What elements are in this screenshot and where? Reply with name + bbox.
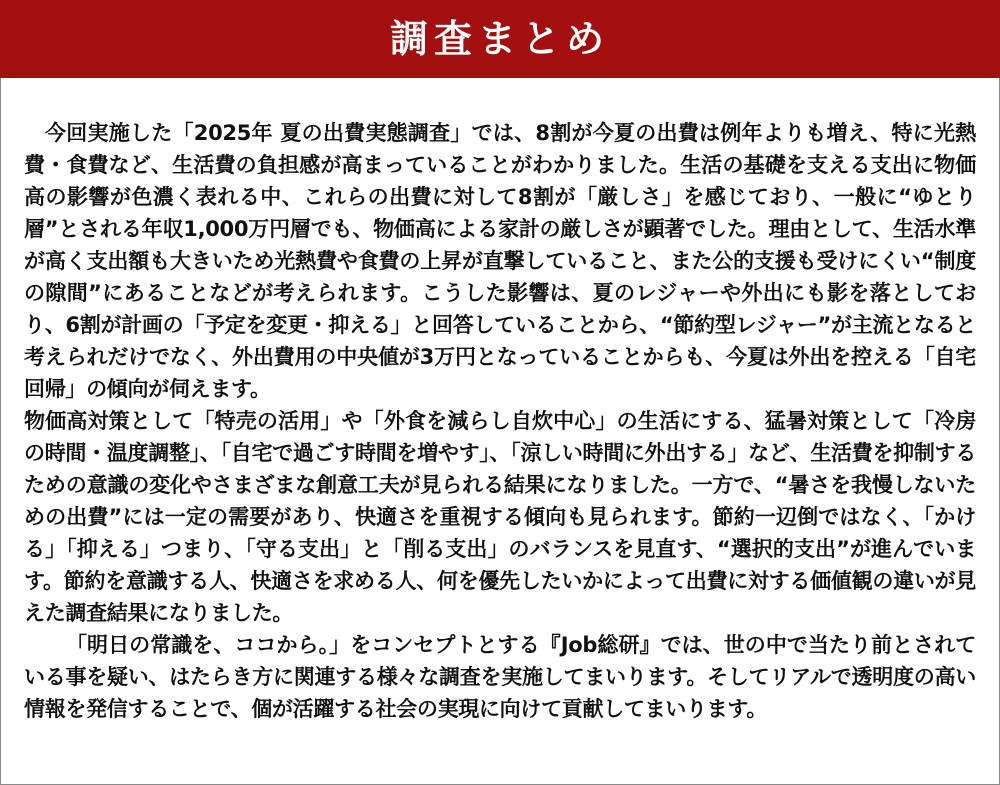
header-banner <box>0 0 1000 78</box>
summary-body <box>24 117 976 725</box>
page-title: 調査まとめ <box>389 17 610 61</box>
summary-paragraph-1: 今回実施した「2025年 夏の出費実態調査」では、8割が今夏の出費は例年よりも増え、特に光熱費・食費など、生活費の負担感が高まっていることがわかりました。生活の基礎を支える支出に物価高の影響が色濃く表れる中、これらの出費に対して8割が「厳しさ」を感じており、一般に“ゆとり層”とされる年収1,000万円層でも、物価高による家計の厳しさが顕著でした。理由として、生活水準が高く支出額も大きいため光熱費や食費の上昇が直撃していること、また公的支援も受けにくい“制度の隙間”にあることなどが考えられます。こうした影響は、夏のレジャーや外出にも影を落としており、6割が計画の「予定を変更・抑える」と回答していることから、“節約型レジャー”が主流となると考えられだけでなく、外出費用の中央値が3万円となっていることからも、今夏は外出を控える「自宅回帰」の傾向が伺えます。 <box>24 121 976 401</box>
summary-paragraph-2: 物価高対策として「特売の活用」や「外食を減らし自炊中心」の生活にする、猛暑対策として「冷房の時間・温度調整」、「自宅で過ごす時間を増やす」、「涼しい時間に外出する」など、生活費を抑制するための意識の変化やさまざまな創意工夫が見られる結果になりました。一方で、“暑さを我慢しないための出費”には一定の需要があり、快適さを重視する傾向も見られます。節約一辺倒ではなく、「かける」「抑える」つまり、「守る支出」と「削る支出」のバランスを見直す、“選択的支出”が進んでいます。節約を意識する人、快適さを求める人、何を優先したいかによって出費に対する価値観の違いが見えた調査結果になりました。 <box>24 409 976 625</box>
summary-paragraph-3: 「明日の常識を、ココから。」をコンセプトとする『Job総研』では、世の中で当たり前とされている事を疑い、はたらき方に関連する様々な調査を実施してまいります。そしてリアルで透明度の高い情報を発信することで、個が活躍する社会の実現に向けて貢献してまいります。 <box>24 633 976 721</box>
